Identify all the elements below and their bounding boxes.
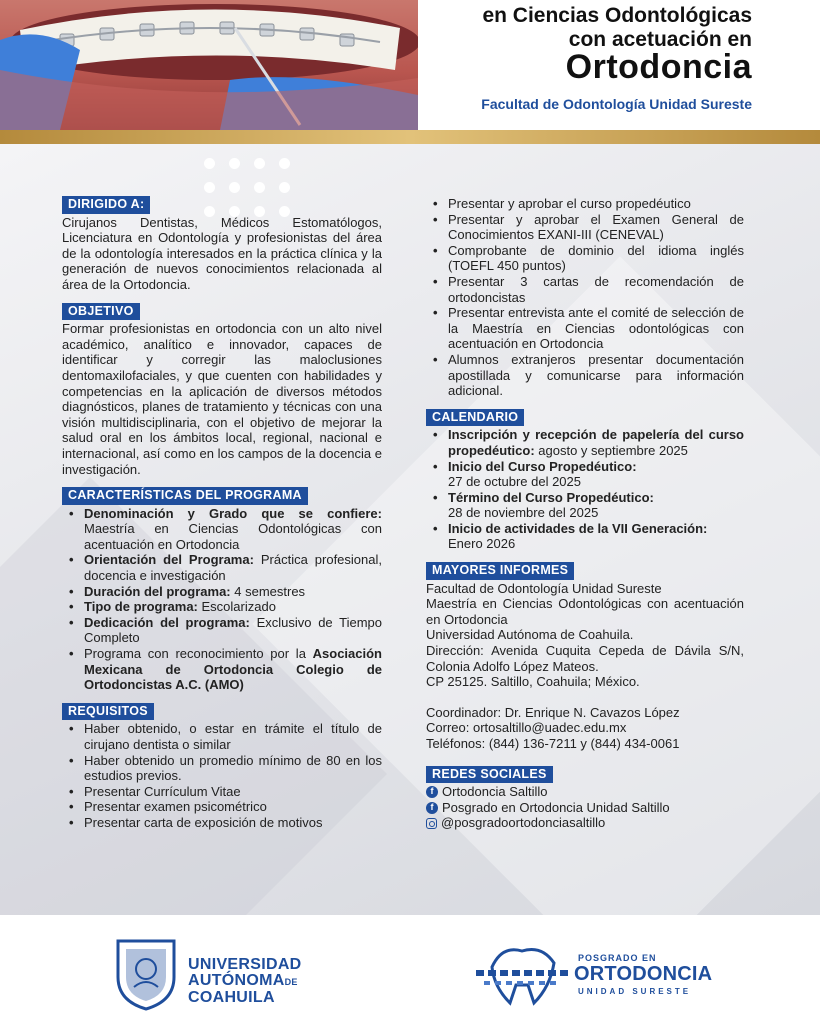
email-link[interactable]: Correo: ortosaltillo@uadec.edu.mx [426,720,627,736]
list-item: • Presentar carta de exposición de motivos [84,815,382,831]
ortodoncia-logo-top: POSGRADO EN [578,953,657,963]
ortodoncia-logo-title: ORTODONCIA [574,963,713,985]
list-item: • Haber obtenido, o estar en trámite el título de cirujano dentista o similar [84,721,382,752]
section-informes [426,562,744,752]
postal-code: CP 25125. Saltillo, Coahuila; México. [426,674,640,690]
braces-illustration [0,0,418,130]
uadec-shield-icon [112,937,180,1011]
list-item: • Inscripción y recepción de papelería del curso propedéutico: agosto y septiembre 2025 [448,427,744,458]
list-item: • Inicio del Curso Propedéutico: 27 de octubre del 2025 [448,459,744,490]
hero-photo-braces [0,0,418,130]
section-text: Cirujanos Dentistas, Médicos Estomatólogos, Licenciatura en Odontología y profesionistas del área de la odontología interesados en la práctica clínica y la generación de nuevos conocimientos relacionada al área de la Ortodoncia. [62,214,382,292]
list-item: • Presentar y aprobar el Examen General de Conocimientos EXANI-III (CENEVAL) [448,212,744,243]
ortodoncia-logo-sub: UNIDAD SURESTE [578,987,692,996]
list-item: • Presentar y aprobar el curso propedéutico [448,196,744,212]
section-redes [426,766,744,831]
faculty-name: Facultad de Odontología Unidad Sureste [481,96,752,112]
list-item: • Presentar examen psicométrico [84,799,382,815]
list-item: • Término del Curso Propedéutico: 28 de noviembre del 2025 [448,490,744,521]
left-column [62,196,382,841]
facebook-link-2[interactable]: f Posgrado en Ortodoncia Unidad Saltillo [426,800,744,816]
list-item: • Presentar 3 cartas de recomendación de ortodoncistas [448,274,744,305]
section-requisitos [62,703,382,831]
list-item: • Inicio de actividades de la VII Generación: Enero 2026 [448,521,744,552]
instagram-icon [426,818,437,829]
section-requisitos-cont [426,196,744,399]
list-item: • Orientación del Programa: Práctica profesional, docencia e investigación [84,552,382,583]
section-objetivo [62,303,382,478]
section-caracteristicas [62,487,382,693]
title-line-1: en Ciencias Odontológicas [482,4,752,27]
list-item: • Dedicación del programa: Exclusivo de Tiempo Completo [84,615,382,646]
section-label: MAYORES INFORMES [426,562,574,580]
list-item: • Alumnos extranjeros presentar documentación apostillada y comunicarse para información adicional. [448,352,744,399]
address: Dirección: Avenida Cuquita Cepeda de Dávila S/N, Colonia Adolfo López Mateos. [426,643,744,674]
info-line: Facultad de Odontología Unidad Sureste [426,580,662,596]
section-label: OBJETIVO [62,303,140,321]
section-label: REDES SOCIALES [426,766,553,784]
uadec-logo-text: UNIVERSIDAD AUTÓNOMADE COAHUILA [188,956,302,1006]
facebook-icon: f [426,802,438,814]
section-text: Formar profesionistas en ortodoncia con un alto nivel académico, analítico e innovador, capaces de identificar y corregir las maloclusiones dentomaxilofaciales, y que cuenten con habilidades y competencias en la aplicación de diversos métodos diagnósticos, planes de tratamiento y técnicas con una visión multidisciplinaria, con el objetivo de mejorar la salud oral en los ámbitos local, regional, nacional e internacional, así como en los campos de la docencia e investigación. [62,321,382,477]
list-item: • Presentar Currículum Vitae [84,784,382,800]
list-item: • Duración del programa: 4 semestres [84,584,382,600]
info-line: Maestría en Ciencias Odontológicas con acentuación en Ortodoncia [426,596,744,627]
list-item: • Haber obtenido un promedio mínimo de 80 en los estudios previos. [84,753,382,784]
ortodoncia-logo-icon [472,937,572,1011]
list-item: • Comprobante de dominio del idioma inglés (TOEFL 450 puntos) [448,243,744,274]
right-column [426,196,744,841]
list-item: • Presentar entrevista ante el comité de selección de la Maestría en Ciencias odontológicas con acentuación en Ortodoncia [448,305,744,352]
list-item: • Denominación y Grado que se confiere: Maestría en Ciencias Odontológicas con acentuación en Ortodoncia [84,506,382,553]
gold-divider [0,130,820,144]
coordinator: Coordinador: Dr. Enrique N. Cavazos López [426,704,680,720]
list-item: • Programa con reconocimiento por la Asociación Mexicana de Ortodoncia Colegio de Ortodoncistas A.C. (AMO) [84,646,382,693]
title-line-2: con acetuación en [568,28,752,51]
section-label: DIRIGIDO A: [62,196,150,214]
info-line: Universidad Autónoma de Coahuila. [426,627,634,643]
section-dirigido [62,196,382,293]
list-item: • Tipo de programa: Escolarizado [84,599,382,615]
header-title-block [418,0,820,130]
instagram-link[interactable]: @posgradoortodonciasaltillo [426,815,744,831]
footer-logos [0,915,820,1025]
facebook-icon: f [426,786,438,798]
phone-numbers: Teléfonos: (844) 136-7211 y (844) 434-0061 [426,736,680,751]
section-label: CARACTERÍSTICAS DEL PROGRAMA [62,487,308,505]
facebook-link-1[interactable]: f Ortodoncia Saltillo [426,784,744,800]
section-label: CALENDARIO [426,409,524,427]
title-main: Ortodoncia [565,48,752,86]
section-calendario [426,409,744,552]
section-label: REQUISITOS [62,703,154,721]
